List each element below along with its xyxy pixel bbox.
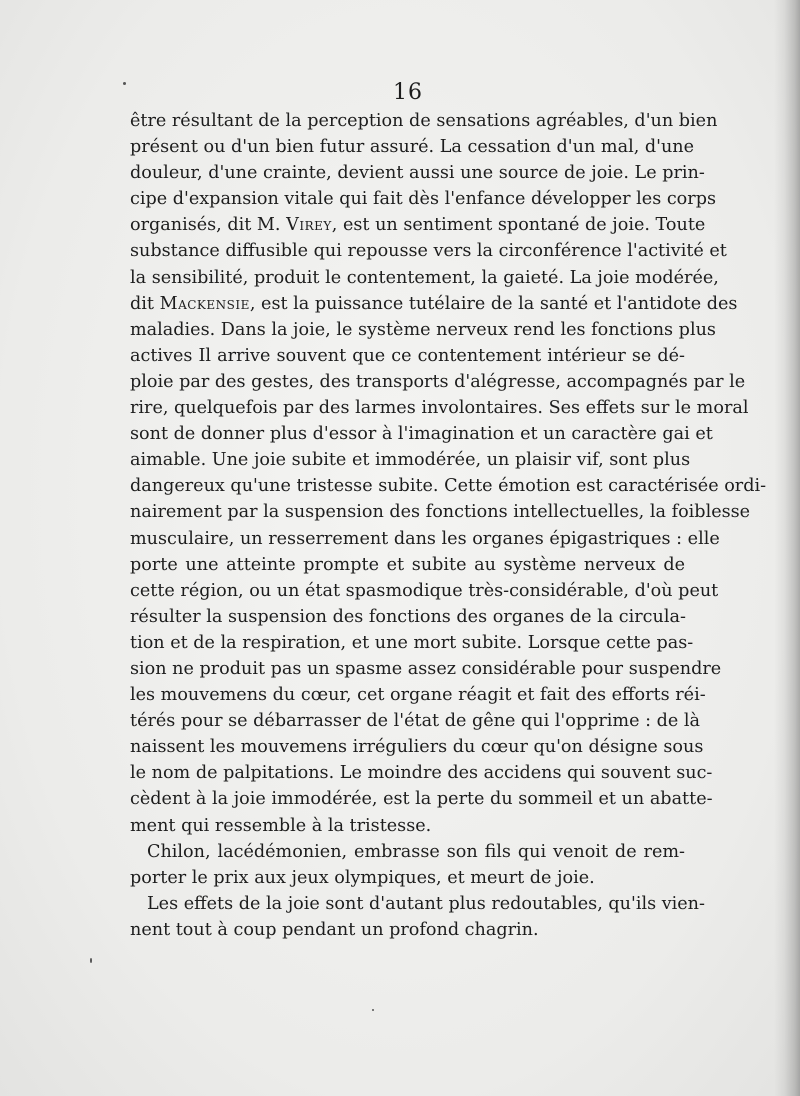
paragraph: [130, 108, 767, 839]
text-line: ploie par des gestes, des transports d'alégresse, accompagnés par le: [130, 371, 746, 392]
text-line: résulter la suspension des fonctions des organes de la circula-: [130, 606, 686, 627]
text-fragment: , est la puissance tutélaire de la santé et l'antidote des: [249, 293, 738, 314]
text-line: sion ne produit pas un spasme assez considérable pour suspendre: [130, 658, 722, 679]
page-number: 16: [393, 80, 423, 105]
text-line: cèdent à la joie immodérée, est la perte du sommeil et un abatte-: [130, 789, 713, 810]
text-line: naissent les mouvemens irréguliers du cœur qu'on désigne sous: [130, 737, 704, 758]
text-line: dangereux qu'une tristesse subite. Cette émotion est caractérisée ordi-: [130, 476, 767, 497]
text-line: les mouvemens du cœur, cet organe réagit et fait des efforts réi-: [130, 685, 706, 706]
text-line: musculaire, un resserrement dans les organes épigastriques : elle: [130, 528, 720, 549]
paragraph: [130, 891, 705, 943]
text-line: maladies. Dans la joie, le système nerveux rend les fonctions plus: [130, 319, 716, 340]
text-line: [130, 212, 706, 238]
text-line: ment qui ressemble à la tristesse.: [130, 815, 432, 836]
text-line: la sensibilité, produit le contentement, la gaieté. La joie modérée,: [130, 267, 719, 288]
text-line: rire, quelquefois par des larmes involontaires. Ses effets sur le moral: [130, 398, 749, 419]
page-spine-shadow: [774, 0, 800, 1096]
paper-speck: [90, 958, 92, 963]
text-line: sont de donner plus d'essor à l'imagination et un caractère gai et: [130, 424, 713, 445]
author-name-virey: Virey: [286, 215, 332, 236]
text-line: tion et de la respiration, et une mort subite. Lorsque cette pas-: [130, 632, 694, 653]
text-fragment: dit: [130, 293, 160, 314]
paper-speck: [372, 1009, 374, 1011]
text-line: nairement par la suspension des fonctions intellectuelles, la foiblesse: [130, 502, 751, 523]
text-line: aimable. Une joie subite et immodérée, un plaisir vif, sont plus: [130, 450, 691, 471]
text-line: nent tout à coup pendant un profond chagrin.: [130, 919, 539, 940]
paragraph: [130, 839, 685, 891]
text-line: Chilon, lacédémonien, embrasse son fils qui venoit de rem-: [147, 841, 685, 862]
text-line: le nom de palpitations. Le moindre des accidens qui souvent suc-: [130, 763, 713, 784]
paper-speck: [123, 82, 126, 85]
author-name-mackensie: Mackensie: [159, 293, 250, 314]
text-fragment: organisés, dit M.: [130, 215, 287, 236]
text-line: cipe d'expansion vitale qui fait dès l'enfance développer les corps: [130, 189, 716, 210]
text-fragment: , est un sentiment spontané de joie. Toute: [331, 215, 706, 236]
text-line: présent ou d'un bien futur assuré. La cessation d'un mal, d'une: [130, 137, 695, 158]
text-line: porter le prix aux jeux olympiques, et meurt de joie.: [130, 867, 595, 888]
text-line: térés pour se débarrasser de l'état de gêne qui l'opprime : de là: [130, 711, 701, 732]
text-line: actives Il arrive souvent que ce contentement intérieur se dé-: [130, 345, 685, 366]
text-line: cette région, ou un état spasmodique très-considérable, d'où peut: [130, 580, 719, 601]
text-line: porte une atteinte prompte et subite au système nerveux de: [130, 554, 685, 575]
body-text: [130, 108, 767, 943]
text-line: substance diffusible qui repousse vers la circonférence l'activité et: [130, 241, 727, 262]
text-line: Les effets de la joie sont d'autant plus redoutables, qu'ils vien-: [147, 893, 705, 914]
text-line: [130, 291, 738, 317]
text-line: être résultant de la perception de sensations agréables, d'un bien: [130, 111, 718, 131]
text-line: douleur, d'une crainte, devient aussi une source de joie. Le prin-: [130, 163, 705, 184]
